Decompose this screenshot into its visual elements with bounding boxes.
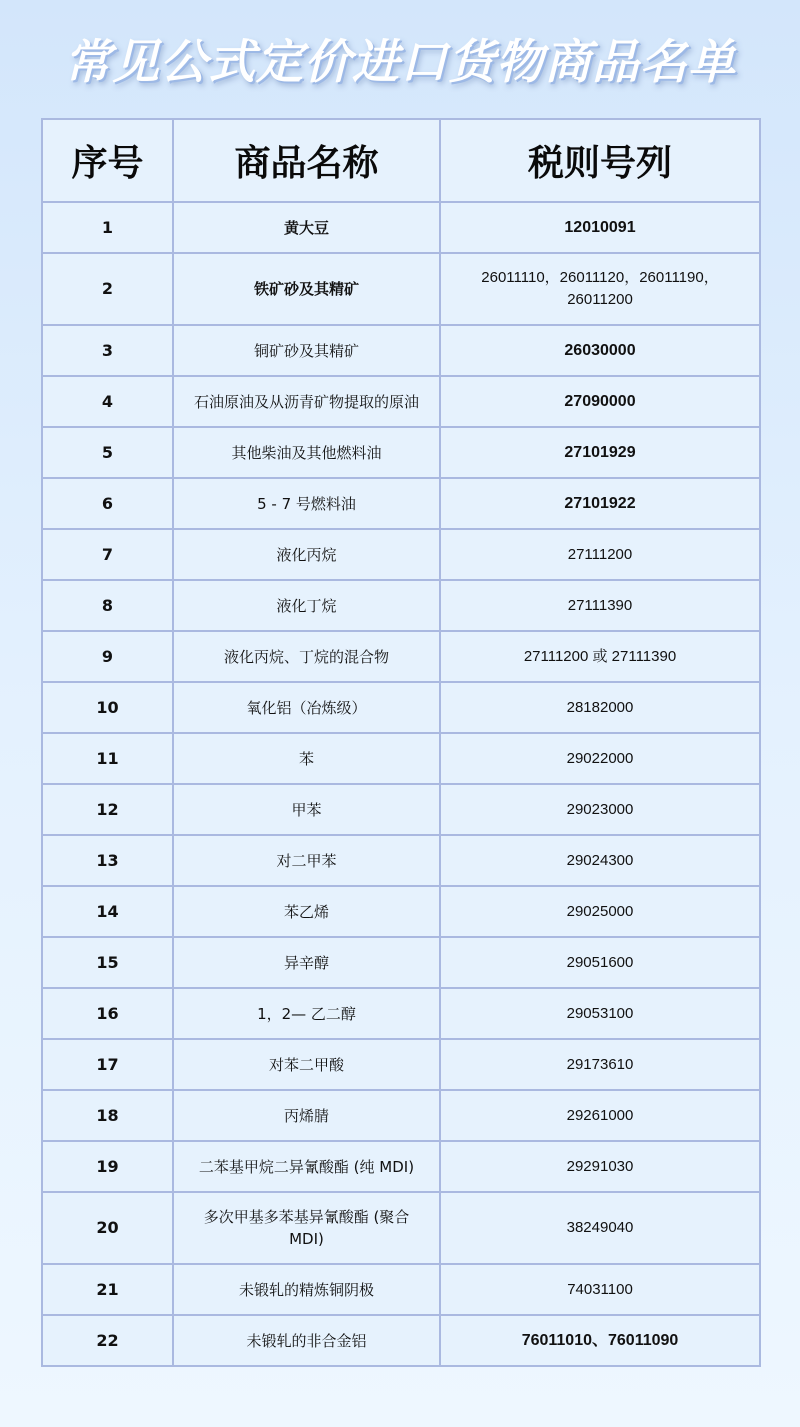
row-name: 液化丁烷 bbox=[173, 580, 440, 631]
row-name: 黄大豆 bbox=[173, 202, 440, 253]
row-code: 27111200 bbox=[440, 529, 760, 580]
row-name: 丙烯腈 bbox=[173, 1090, 440, 1141]
row-index: 20 bbox=[42, 1192, 173, 1264]
table-row bbox=[42, 631, 760, 682]
row-index: 8 bbox=[42, 580, 173, 631]
row-name: 多次甲基多苯基异氰酸酯 (聚合 MDI) bbox=[173, 1192, 440, 1264]
row-name: 氧化铝（冶炼级） bbox=[173, 682, 440, 733]
row-name: 未锻轧的精炼铜阴极 bbox=[173, 1264, 440, 1315]
row-code: 27090000 bbox=[440, 376, 760, 427]
row-code: 26030000 bbox=[440, 325, 760, 376]
row-index: 19 bbox=[42, 1141, 173, 1192]
table-row bbox=[42, 427, 760, 478]
table-row bbox=[42, 1315, 760, 1366]
table-row bbox=[42, 1090, 760, 1141]
row-code: 29022000 bbox=[440, 733, 760, 784]
row-code: 27101929 bbox=[440, 427, 760, 478]
row-name: 未锻轧的非合金铝 bbox=[173, 1315, 440, 1366]
row-code: 27111390 bbox=[440, 580, 760, 631]
header-index: 序号 bbox=[42, 119, 173, 202]
row-name: 石油原油及从沥青矿物提取的原油 bbox=[173, 376, 440, 427]
row-code: 29023000 bbox=[440, 784, 760, 835]
row-code: 29051600 bbox=[440, 937, 760, 988]
row-index: 17 bbox=[42, 1039, 173, 1090]
row-index: 3 bbox=[42, 325, 173, 376]
row-name: 异辛醇 bbox=[173, 937, 440, 988]
row-name: 对苯二甲酸 bbox=[173, 1039, 440, 1090]
row-code: 76011010、76011090 bbox=[440, 1315, 760, 1366]
table-row bbox=[42, 580, 760, 631]
row-index: 11 bbox=[42, 733, 173, 784]
row-name: 对二甲苯 bbox=[173, 835, 440, 886]
row-name: 苯乙烯 bbox=[173, 886, 440, 937]
table-row bbox=[42, 784, 760, 835]
row-code: 29291030 bbox=[440, 1141, 760, 1192]
table-row bbox=[42, 937, 760, 988]
row-name: 其他柴油及其他燃料油 bbox=[173, 427, 440, 478]
row-name: 铜矿砂及其精矿 bbox=[173, 325, 440, 376]
table-row bbox=[42, 202, 760, 253]
table-row bbox=[42, 478, 760, 529]
row-name: 铁矿砂及其精矿 bbox=[173, 253, 440, 325]
row-index: 14 bbox=[42, 886, 173, 937]
row-index: 18 bbox=[42, 1090, 173, 1141]
table-row bbox=[42, 988, 760, 1039]
row-index: 10 bbox=[42, 682, 173, 733]
row-index: 5 bbox=[42, 427, 173, 478]
row-code: 12010091 bbox=[440, 202, 760, 253]
row-index: 6 bbox=[42, 478, 173, 529]
table-row bbox=[42, 835, 760, 886]
row-index: 9 bbox=[42, 631, 173, 682]
row-name: 5 - 7 号燃料油 bbox=[173, 478, 440, 529]
row-name: 液化丙烷、丁烷的混合物 bbox=[173, 631, 440, 682]
row-name: 液化丙烷 bbox=[173, 529, 440, 580]
table-row bbox=[42, 325, 760, 376]
header-code: 税则号列 bbox=[440, 119, 760, 202]
row-code: 29025000 bbox=[440, 886, 760, 937]
table-row bbox=[42, 1039, 760, 1090]
table-row bbox=[42, 886, 760, 937]
row-code: 26011110，26011120，26011190，26011200 bbox=[440, 253, 760, 325]
row-index: 15 bbox=[42, 937, 173, 988]
row-index: 2 bbox=[42, 253, 173, 325]
row-index: 7 bbox=[42, 529, 173, 580]
row-code: 27111200 或 27111390 bbox=[440, 631, 760, 682]
table-row bbox=[42, 1141, 760, 1192]
row-code: 29053100 bbox=[440, 988, 760, 1039]
table-header-row bbox=[42, 119, 760, 202]
table-row bbox=[42, 733, 760, 784]
row-name: 甲苯 bbox=[173, 784, 440, 835]
row-index: 21 bbox=[42, 1264, 173, 1315]
row-name: 苯 bbox=[173, 733, 440, 784]
table-row bbox=[42, 529, 760, 580]
table-row bbox=[42, 1264, 760, 1315]
row-code: 28182000 bbox=[440, 682, 760, 733]
row-index: 13 bbox=[42, 835, 173, 886]
row-code: 29261000 bbox=[440, 1090, 760, 1141]
header-name: 商品名称 bbox=[173, 119, 440, 202]
row-code: 74031100 bbox=[440, 1264, 760, 1315]
row-index: 22 bbox=[42, 1315, 173, 1366]
row-index: 1 bbox=[42, 202, 173, 253]
row-code: 27101922 bbox=[440, 478, 760, 529]
row-name: 二苯基甲烷二异氰酸酯 (纯 MDI) bbox=[173, 1141, 440, 1192]
table-row bbox=[42, 376, 760, 427]
table-row bbox=[42, 1192, 760, 1264]
row-index: 4 bbox=[42, 376, 173, 427]
row-index: 16 bbox=[42, 988, 173, 1039]
table-row bbox=[42, 682, 760, 733]
table-row bbox=[42, 253, 760, 325]
commodity-table bbox=[41, 118, 761, 1367]
row-index: 12 bbox=[42, 784, 173, 835]
page-title: 常见公式定价进口货物商品名单 bbox=[64, 35, 736, 90]
row-name: 1，2— 乙二醇 bbox=[173, 988, 440, 1039]
row-code: 38249040 bbox=[440, 1192, 760, 1264]
row-code: 29024300 bbox=[440, 835, 760, 886]
row-code: 29173610 bbox=[440, 1039, 760, 1090]
